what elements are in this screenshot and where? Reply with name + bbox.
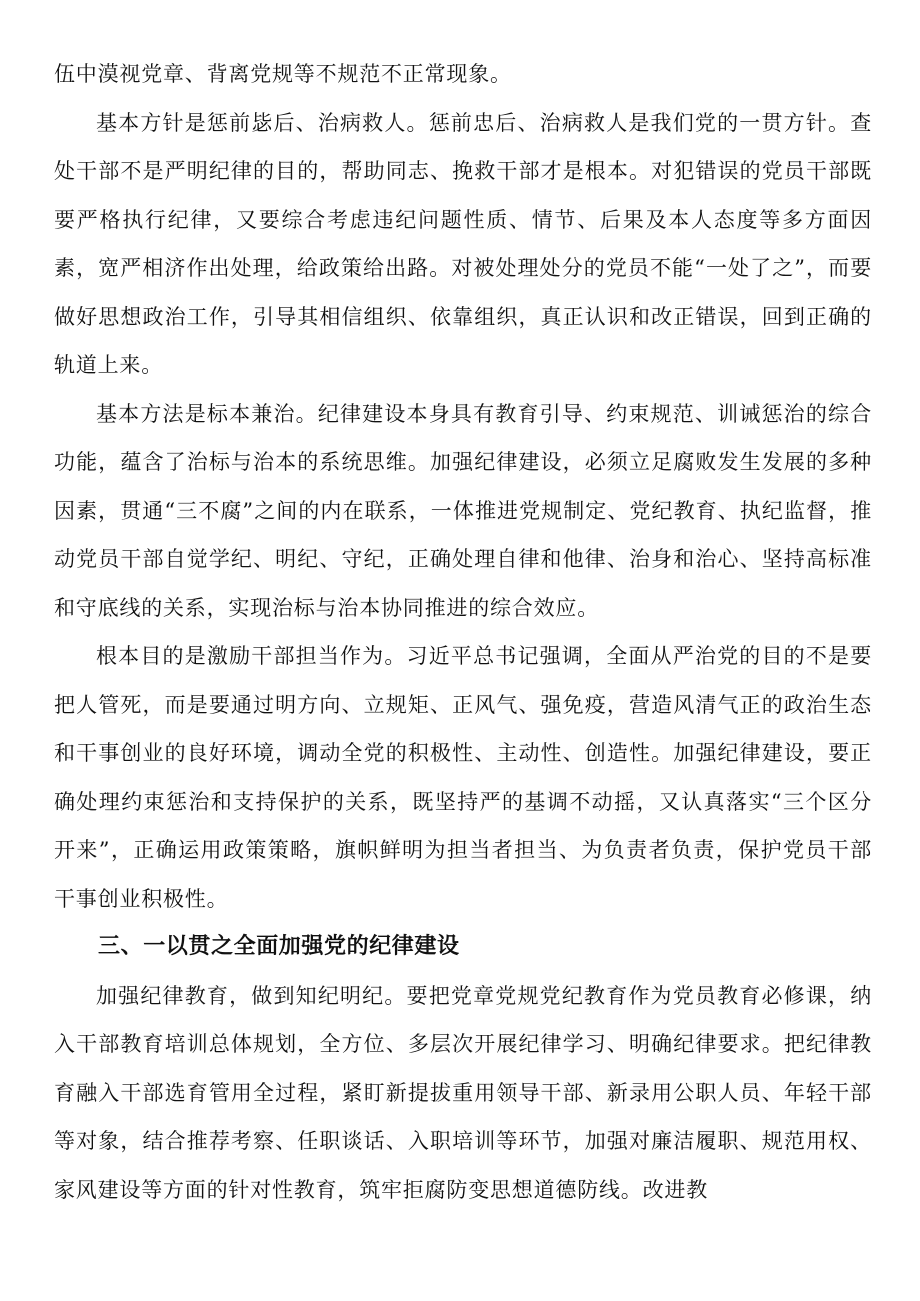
paragraph-basic-policy: 基本方针是惩前毖后、治病救人。惩前忠后、治病救人是我们党的一贯方针。查处干部不是严明纪律的目的，帮助同志、挽救干部才是根本。对犯错误的党员干部既要严格执行纪律，又要综合考虑违纪问题性质、情节、后果及本人态度等多方面因素，宽严相济作出处理，给政策给出路。对被处理处分的党员不能“一处了之”，而要做好思想政治工作，引导其相信组织、依靠组织，真正认识和改正错误，回到正确的轨道上来。 — [54, 110, 872, 377]
paragraph-discipline-education: 加强纪律教育，做到知纪明纪。要把党章党规党纪教育作为党员教育必修课，纳入干部教育培训总体规划，全方位、多层次开展纪律学习、明确纪律要求。把纪律教育融入干部选育管用全过程，紧盯新提拔重用领导干部、新录用公职人员、年轻干部等对象，结合推荐考察、任职谈话、入职培训等环节，加强对廉洁履职、规范用权、家风建设等方面的针对性教育，筑牢拒腐防变思想道德防线。改进教 — [54, 983, 872, 1202]
paragraph-basic-method: 基本方法是标本兼治。纪律建设本身具有教育引导、约束规范、训诫惩治的综合功能，蕴含了治标与治本的系统思维。加强纪律建设，必须立足腐败发生发展的多种因素，贯通“三不腐”之间的内在联系，一体推进党规制定、党纪教育、执纪监督，推动党员干部自觉学纪、明纪、守纪，正确处理自律和他律、治身和治心、坚持高标准和守底线的关系，实现治标与治本协同推进的综合效应。 — [54, 401, 872, 620]
paragraph-continuation: 伍中漠视党章、背离党规等不规范不正常现象。 — [54, 62, 512, 86]
paragraph-fundamental-goal: 根本目的是激励干部担当作为。习近平总书记强调，全面从严治党的目的不是要把人管死，而是要通过明方向、立规矩、正风气、强免疫，营造风清气正的政治生态和干事创业的良好环境，调动全党的积极性、主动性、创造性。加强纪律建设，要正确处理约束惩治和支持保护的关系，既坚持严的基调不动摇，又认真落实“三个区分开来”，正确运用政策策略，旗帜鲜明为担当者担当、为负责者负责，保护党员干部干事创业积极性。 — [54, 644, 872, 911]
section-heading: 三、一以贯之全面加强党的纪律建设 — [98, 934, 460, 959]
